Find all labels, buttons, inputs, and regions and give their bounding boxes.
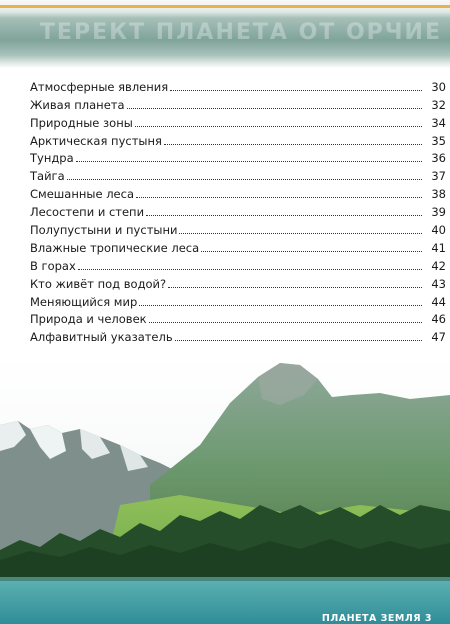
toc-entry xyxy=(30,309,446,327)
header-band xyxy=(0,0,450,68)
toc-dot-leader xyxy=(170,89,422,91)
toc-dot-leader xyxy=(179,232,422,234)
toc-entry-title: Лесостепи и степи xyxy=(30,205,145,220)
toc-entry xyxy=(30,291,446,309)
mountain-lake-image xyxy=(0,355,450,624)
toc-entry xyxy=(30,183,446,201)
toc-entry-title: Смешанные леса xyxy=(30,187,134,202)
toc-entry-page: 46 xyxy=(431,312,446,327)
toc-dot-leader xyxy=(139,304,422,306)
toc-entry-page: 38 xyxy=(431,187,446,202)
footer-page-label: ПЛАНЕТА ЗЕМЛЯ 3 xyxy=(321,613,432,624)
toc-entry xyxy=(30,237,446,255)
toc-entry-page: 35 xyxy=(431,133,446,148)
toc-dot-leader xyxy=(149,321,422,323)
toc-entry-page: 37 xyxy=(431,169,446,184)
toc-entry-title: В горах xyxy=(30,258,76,273)
toc-entry-title: Кто живёт под водой? xyxy=(30,276,167,291)
toc-entry-title: Тайга xyxy=(30,169,65,184)
toc-entry-title: Живая планета xyxy=(30,97,125,112)
toc-entry-page: 44 xyxy=(431,294,446,309)
header-heading: ТЕРЕКТ ПЛАНЕТА ОТ ОРЧИЕ xyxy=(39,20,442,45)
toc-dot-leader xyxy=(135,125,422,127)
toc-entry xyxy=(30,219,446,237)
toc-dot-leader xyxy=(136,196,422,198)
toc-dot-leader xyxy=(78,268,422,270)
toc-dot-leader xyxy=(164,143,422,145)
toc-dot-leader xyxy=(168,286,422,288)
toc-entry-page: 39 xyxy=(431,205,446,220)
toc-entry xyxy=(30,165,446,183)
toc-dot-leader xyxy=(146,214,422,216)
toc-entry-page: 30 xyxy=(431,79,446,94)
toc-entry xyxy=(30,130,446,148)
toc-entry-title: Меняющийся мир xyxy=(30,294,138,309)
toc-dot-leader xyxy=(76,160,422,162)
header-accent-stripe xyxy=(0,5,450,8)
toc-entry xyxy=(30,273,446,291)
toc-entry xyxy=(30,112,446,130)
toc-entry-page: 47 xyxy=(431,330,446,345)
table-of-contents xyxy=(30,76,446,344)
toc-dot-leader xyxy=(67,178,422,180)
toc-entry-title: Полупустыни и пустыни xyxy=(30,223,178,238)
toc-entry xyxy=(30,76,446,94)
toc-entry-title: Тундра xyxy=(30,151,74,166)
toc-entry-page: 42 xyxy=(431,258,446,273)
toc-entry-page: 40 xyxy=(431,223,446,238)
toc-entry-page: 41 xyxy=(431,240,446,255)
toc-entry-title: Атмосферные явления xyxy=(30,79,169,94)
toc-entry-title: Природные зоны xyxy=(30,115,133,130)
toc-entry xyxy=(30,148,446,166)
toc-entry-page: 43 xyxy=(431,276,446,291)
toc-entry-title: Влажные тропические леса xyxy=(30,240,200,255)
toc-entry xyxy=(30,94,446,112)
toc-dot-leader xyxy=(175,339,422,341)
toc-entry-page: 34 xyxy=(431,115,446,130)
toc-dot-leader xyxy=(201,250,422,252)
toc-entry xyxy=(30,201,446,219)
toc-entry-page: 36 xyxy=(431,151,446,166)
toc-entry xyxy=(30,326,446,344)
toc-entry-title: Арктическая пустыня xyxy=(30,133,162,148)
toc-entry xyxy=(30,255,446,273)
toc-dot-leader xyxy=(127,107,422,109)
toc-entry-title: Природа и человек xyxy=(30,312,147,327)
toc-entry-title: Алфавитный указатель xyxy=(30,330,173,345)
toc-entry-page: 32 xyxy=(431,97,446,112)
